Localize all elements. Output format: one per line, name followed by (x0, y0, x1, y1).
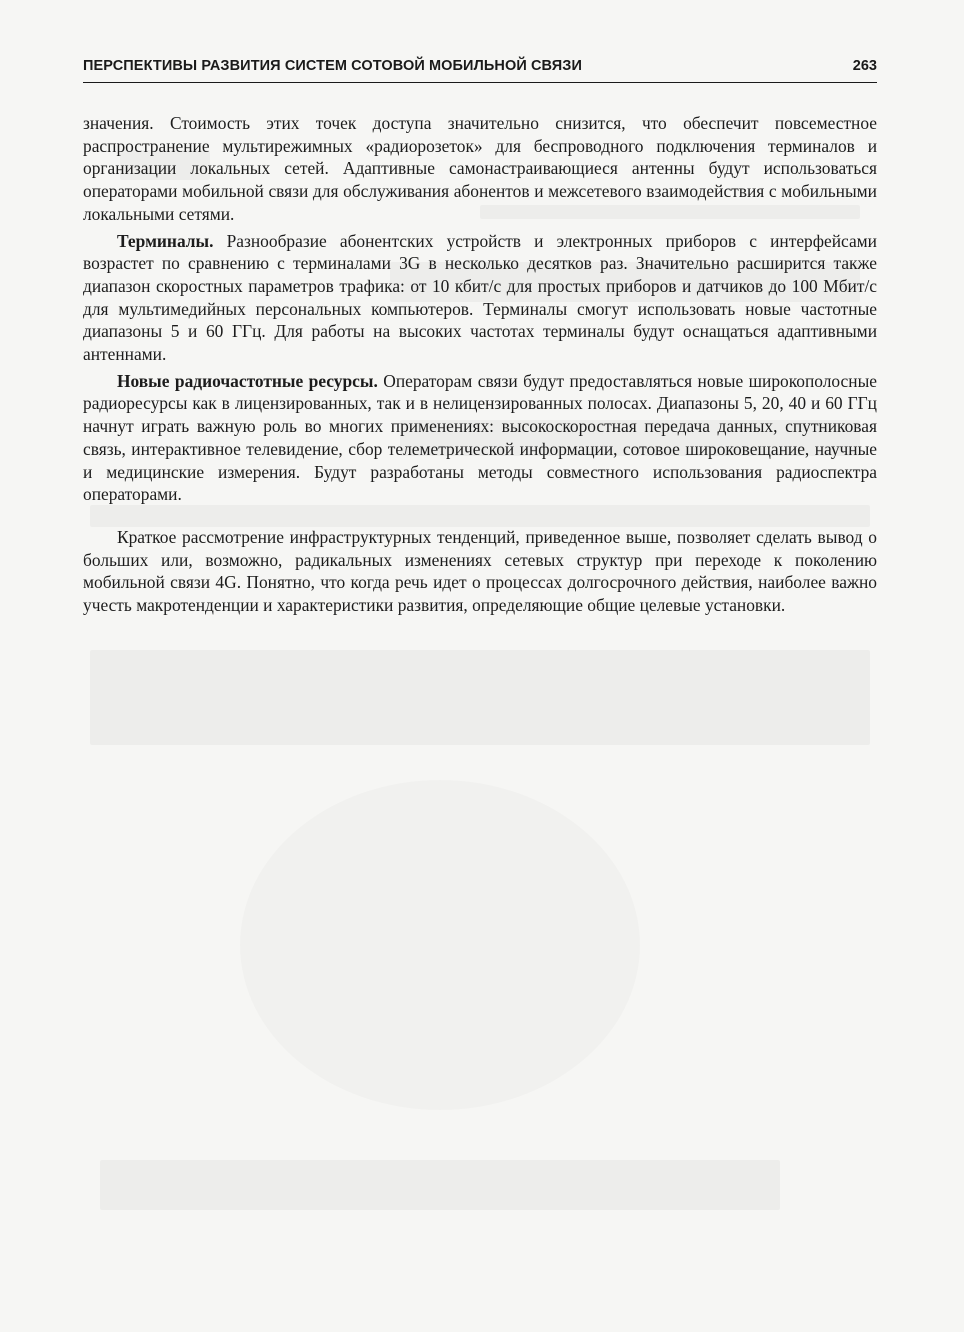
paragraph-lead: Новые радиочастотные ресурсы. (117, 370, 378, 391)
paragraph (83, 230, 877, 366)
show-through-mark (100, 1160, 780, 1210)
paragraph-lead: Терминалы. (117, 230, 214, 251)
paragraph-text: Разнообразие абонентских устройств и электронных приборов с интерфейсами возрастет по сравнению с терминалами 3G в несколько десятков раз. Значительно расширится также диапазон скоростных параметров трафика: от 10 кбит/с для простых приборов и датчиков до 100 Мбит/с для мультимедийных персональных компьютеров. Терминалы смогут использовать новые частотные диапазоны 5 и 60 ГГц. Для работы на высоких частотах терминалы будут оснащаться адаптивными антеннами. (83, 230, 877, 365)
paragraph-text: Операторам связи будут предоставляться новые широкополосные радиоресурсы как в лицензированных, так и в нелицензированных полосах. Диапазоны 5, 20, 40 и 60 ГГц начнут играть важную роль во многих применениях: высокоскоростная передача данных, спутниковая связь, интерактивное телевидение, сбор телеметрической информации, сотовое широковещание, научные и медицинские измерения. Будут разработаны методы совместного использования радиоспектра операторами. (83, 370, 877, 505)
running-title: ПЕРСПЕКТИВЫ РАЗВИТИЯ СИСТЕМ СОТОВОЙ МОБИЛЬНОЙ СВЯЗИ (83, 58, 582, 74)
body-text (83, 112, 877, 621)
paragraph-text: Краткое рассмотрение инфраструктурных тенденций, приведенное выше, позволяет сделать вывод о больших или, возможно, радикальных изменениях сетевых структур при переходе к поколению мобильной связи 4G. Понятно, что когда речь идет о процессах долгосрочного действия, наиболее важно учесть макротенденции и характеристики развития, определяющие общие целевые установки. (83, 526, 877, 616)
paragraph-text: значения. Стоимость этих точек доступа значительно снизится, что обеспечит повсеместное распространение мультирежимных «радиорозеток» для беспроводного подключения терминалов и организации локальных сетей. Адаптивные самонастраивающиеся антенны будут использоваться операторами мобильной связи для обслуживания абонентов и межсетевого взаимодействия с мобильными локальными сетями. (83, 113, 877, 224)
show-through-mark (240, 780, 640, 1110)
running-header (83, 58, 877, 83)
paragraph (83, 112, 877, 226)
show-through-mark (90, 650, 870, 745)
page-number: 263 (852, 58, 877, 74)
paragraph (83, 526, 877, 617)
paragraph (83, 370, 877, 506)
